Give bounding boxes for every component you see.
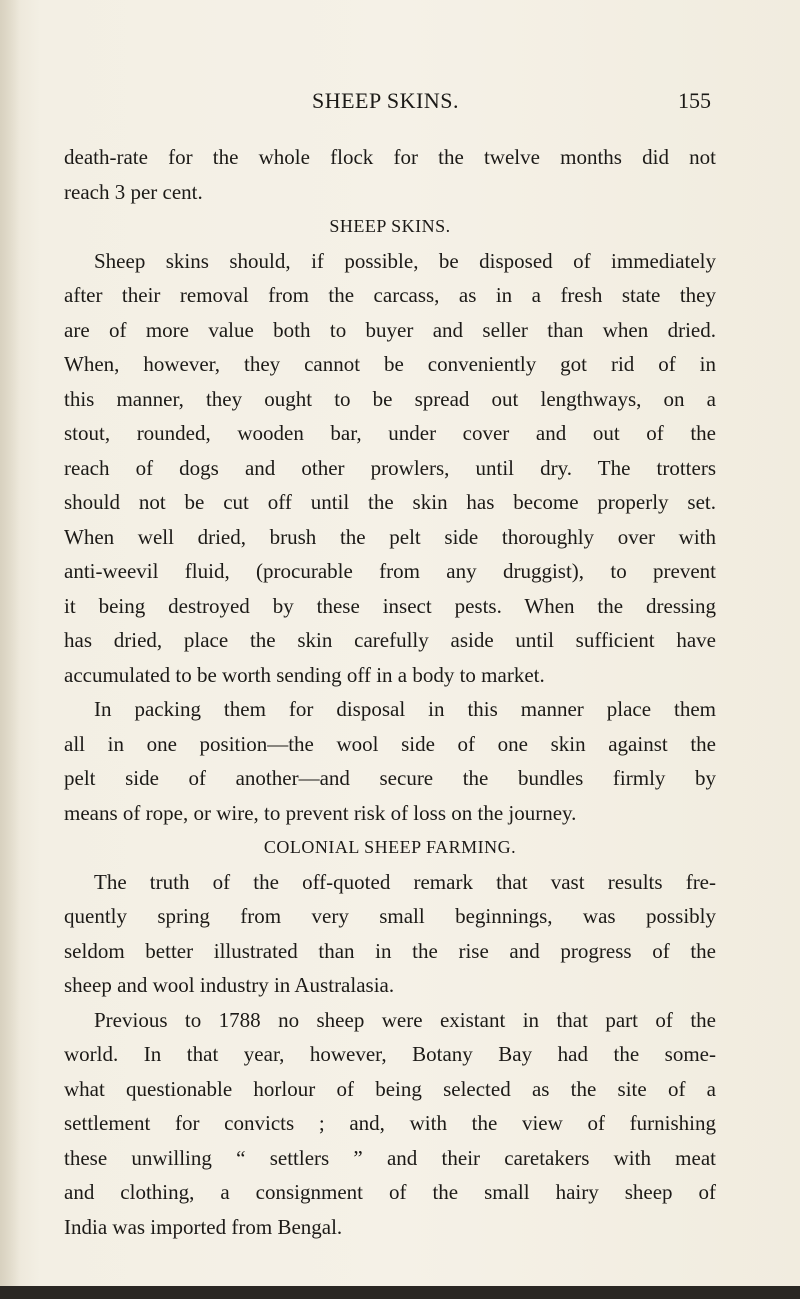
page-header: [0, 86, 800, 118]
paragraph: [64, 865, 716, 1003]
text-line: settlement for convicts ; and, with the view of furnishing: [64, 1111, 716, 1135]
text-line: Previous to 1788 no sheep were existant in that part of the: [94, 1007, 716, 1032]
paragraph: [64, 244, 716, 693]
text-line: has dried, place the skin carefully aside until sufficient have: [64, 628, 716, 652]
text-line: quently spring from very small beginnings, was possibly: [64, 904, 716, 928]
text-line: are of more value both to buyer and seller than when dried.: [64, 317, 716, 342]
text-line: accumulated to be worth sending off in a body to market.: [64, 662, 545, 687]
text-line: means of rope, or wire, to prevent risk of loss on the journey.: [64, 800, 577, 825]
text-line: it being destroyed by these insect pests. When the dressing: [64, 593, 716, 618]
text-line: anti-weevil fluid, (procurable from any druggist), to prevent: [64, 559, 716, 583]
page-gutter-shadow: [0, 0, 20, 1299]
section-heading-colonial-sheep-farming: COLONIAL SHEEP FARMING.: [263, 837, 517, 857]
text-line: and clothing, a consignment of the small hairy sheep of: [64, 1180, 716, 1204]
text-line: seldom better illustrated than in the rise and progress of the: [64, 938, 716, 963]
text-line: When well dried, brush the pelt side thoroughly over with: [64, 524, 716, 549]
body-text: [64, 140, 716, 1244]
text-line: these unwilling “ settlers ” and their caretakers with meat: [64, 1145, 716, 1170]
text-line: all in one position—the wool side of one skin against the: [64, 731, 716, 756]
section-heading-sheep-skins: SHEEP SKINS.: [329, 216, 451, 236]
running-head: SHEEP SKINS.: [312, 88, 459, 113]
text-line: after their removal from the carcass, as in a fresh state they: [64, 283, 716, 307]
text-line: this manner, they ought to be spread out lengthways, on a: [64, 386, 716, 411]
text-line: reach of dogs and other prowlers, until dry. The trotters: [64, 455, 716, 480]
text-line: The truth of the off-quoted remark that vast results fre-: [94, 869, 716, 894]
text-line: reach 3 per cent.: [64, 179, 203, 204]
text-line: what questionable horlour of being selected as the site of a: [64, 1076, 716, 1101]
text-line: Sheep skins should, if possible, be disposed of immediately: [94, 248, 716, 273]
text-line: pelt side of another—and secure the bundles firmly by: [64, 766, 716, 790]
text-line: When, however, they cannot be conveniently got rid of in: [64, 352, 716, 376]
paragraph: [64, 1003, 716, 1245]
text-line: death-rate for the whole flock for the twelve months did not: [64, 145, 716, 169]
page-number: 155: [678, 88, 711, 113]
text-line: India was imported from Bengal.: [64, 1214, 343, 1239]
page-bottom-edge: [0, 1286, 800, 1299]
text-line: should not be cut off until the skin has become properly set.: [64, 490, 716, 514]
text-line: sheep and wool industry in Australasia.: [64, 973, 395, 997]
paragraph: [64, 692, 716, 830]
text-line: world. In that year, however, Botany Bay had the some-: [64, 1042, 716, 1066]
text-line: In packing them for disposal in this manner place them: [94, 697, 716, 721]
text-line: stout, rounded, wooden bar, under cover and out of the: [64, 421, 716, 445]
